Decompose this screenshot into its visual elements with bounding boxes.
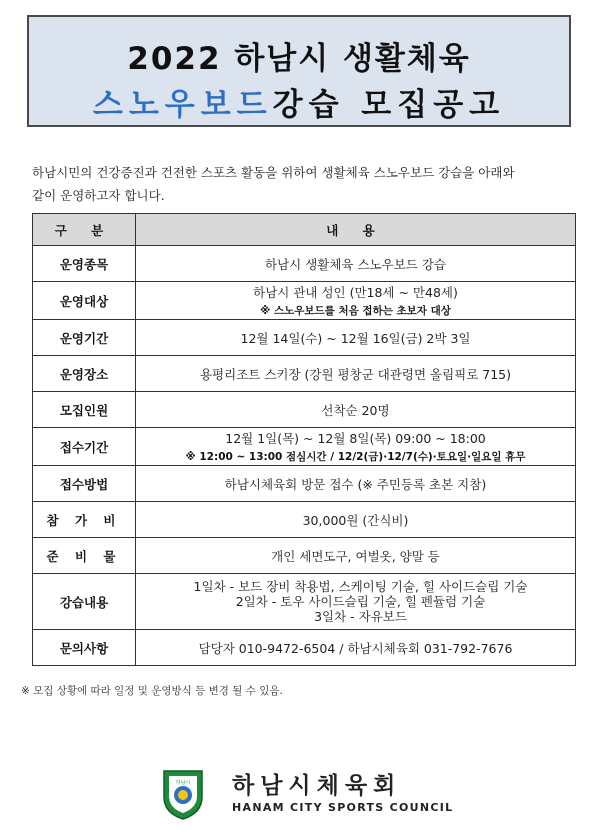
row-label: 참 가 비 [33,502,136,538]
intro-line2: 같이 운영하고자 합니다. [32,188,165,203]
table-row [33,466,576,502]
row-value-cell [136,428,576,466]
title-line2 [29,79,569,124]
table-row [33,574,576,630]
row-label: 운영종목 [33,246,136,282]
info-table [32,213,576,666]
council-emblem-icon [160,767,206,821]
row-value: 용평리조트 스키장 (강원 평창군 대관령면 올림픽로 715) [136,356,576,392]
row-value-cell [136,282,576,320]
row-label: 강습내용 [33,574,136,630]
org-name-ko: 하남시체육회 [232,773,402,799]
header-content: 내 용 [136,214,576,246]
list-item: 1일차 - 보드 장비 착용법, 스케이팅 기술, 힐 사이드슬립 기술 [193,579,528,594]
row-label: 모집인원 [33,392,136,428]
row-label: 문의사항 [33,630,136,666]
row-subnote: ※ 12:00 ~ 13:00 점심시간 / 12/2(금)·12/7(수)·토요일·일요일 휴무 [185,451,526,463]
row-value: 하남시체육회 방문 접수 (※ 주민등록 초본 지참) [136,466,576,502]
list-item: 3일차 - 자유보드 [314,609,407,624]
title-line1: 2022 하남시 생활체육 [127,41,471,77]
title-box [27,15,571,127]
row-value: 개인 세면도구, 여벌옷, 양말 등 [136,538,576,574]
row-value: 하남시 생활체육 스노우보드 강습 [136,246,576,282]
row-label: 운영장소 [33,356,136,392]
table-row [33,502,576,538]
row-label: 준 비 물 [33,538,136,574]
org-name-en: HANAM CITY SPORTS COUNCIL [232,801,454,814]
row-label: 운영대상 [33,282,136,320]
row-value: 선착순 20명 [136,392,576,428]
row-value: 담당자 010-9472-6504 / 하남시체육회 031-792-7676 [136,630,576,666]
row-value: 하남시 관내 성인 (만18세 ~ 만48세) [253,285,458,300]
row-value: 12월 14일(수) ~ 12월 16일(금) 2박 3일 [136,320,576,356]
row-label: 접수기간 [33,428,136,466]
intro-line1: 하남시민의 건강증진과 건전한 스포츠 활동을 위하여 생활체육 스노우보드 강습을 아래와 [32,165,515,180]
footnote: ※ 모집 상황에 따라 일정 및 운영방식 등 변경 될 수 있음. [21,685,283,697]
footer [160,767,460,827]
row-label: 운영기간 [33,320,136,356]
table-row [33,282,576,320]
table-row [33,356,576,392]
emblem-text: 하남시 [175,780,191,786]
table-header-row [33,214,576,246]
row-value: 12월 1일(목) ~ 12월 8일(목) 09:00 ~ 18:00 [225,431,486,446]
title-rest: 강습 모집공고 [272,87,506,123]
row-value: 30,000원 (간식비) [136,502,576,538]
table-row [33,392,576,428]
course-content-list [136,574,576,630]
intro-paragraph [32,161,572,207]
table-row [33,320,576,356]
list-item: 2일차 - 토우 사이드슬립 기술, 힐 펜듈럼 기술 [235,594,486,609]
row-subnote: ※ 스노우보드를 처음 접하는 초보자 대상 [260,305,451,317]
header-label: 구 분 [33,214,136,246]
title-highlight: 스노우보드 [92,87,273,123]
table-row [33,428,576,466]
table-row [33,630,576,666]
row-label: 접수방법 [33,466,136,502]
table-row [33,246,576,282]
table-row [33,538,576,574]
